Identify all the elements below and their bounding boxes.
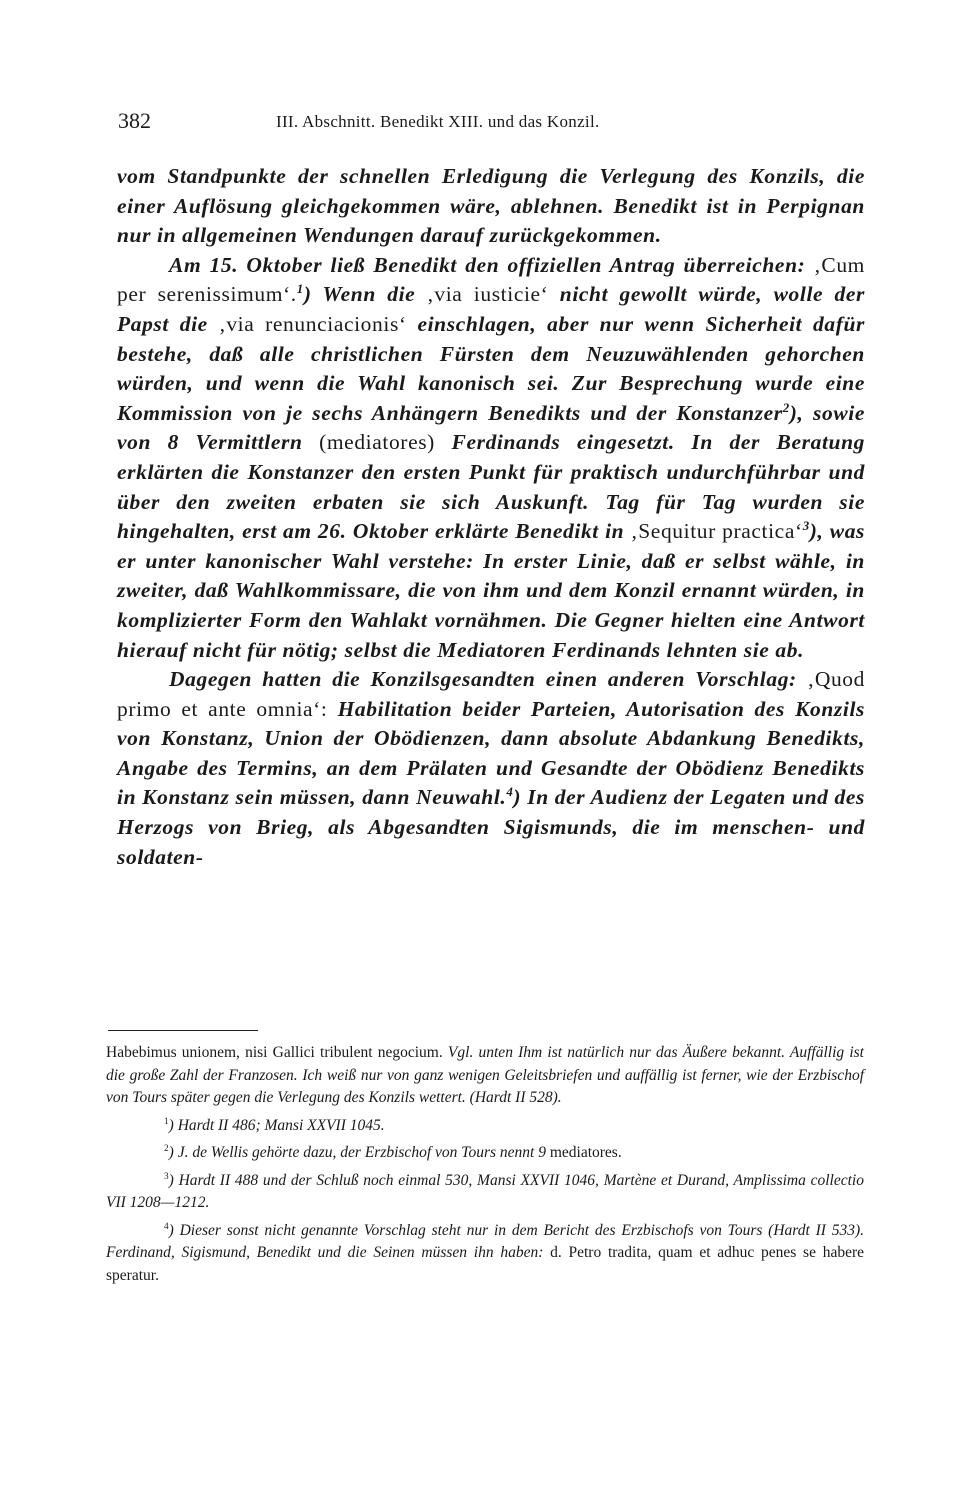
paragraph-3	[117, 665, 865, 872]
latin-citation-cum-per-serenissimum: ‚Cum per serenissimum‘.	[117, 252, 865, 307]
paragraph-2	[117, 251, 865, 665]
footnote-ref-3: 3	[802, 518, 810, 533]
main-text	[117, 162, 865, 872]
p3-text-a: Dagegen hatten die Konzilsgesandten einen anderen Vorschlag:	[169, 667, 808, 692]
footnote-ref-1: 1	[296, 282, 304, 297]
footnote-divider	[108, 1030, 258, 1031]
footnote-4-mark: 4	[164, 1221, 169, 1232]
p3-text-d: ) In der Audienz der Legaten und des Herzogs von Brieg, als Abgesandten Sigismunds, die im menschen- und soldaten-	[117, 785, 865, 869]
footnote-2-mark: 2	[164, 1143, 169, 1154]
footnote-2	[106, 1142, 864, 1165]
footnote-3	[106, 1170, 864, 1215]
footnote-4-text: ) Dieser sonst nicht genannte Vorschlag steht nur in dem Bericht des Erzbischofs von Tours (Hardt II 533). Ferdinand, Sigismund, Benedikt und die Seinen müssen ihn haben:	[106, 1221, 864, 1261]
latin-sequitur-practica: ‚Sequitur practica‘	[630, 519, 803, 544]
footnote-ref-2: 2	[782, 400, 790, 415]
paragraph-1: vom Standpunkte der schnellen Erledigung die Verlegung des Konzils, die einer Auflösung gleichgekommen wäre, ablehnen. Benedikt ist in Perpignan nur in allgemeinen Wendungen darauf zurückgekommen.	[117, 164, 865, 248]
footnote-ref-4: 4	[506, 785, 514, 800]
footnotes	[106, 1042, 864, 1292]
footnote-4	[106, 1220, 864, 1288]
footnote-3-mark: 3	[164, 1171, 169, 1182]
footnote-4-latin: d. Petro tradita, quam et adhuc penes se habere speratur.	[106, 1244, 865, 1284]
footnote-continuation-latin: Habebimus unionem, nisi Gallici tribulent negocium.	[106, 1044, 448, 1061]
footnote-3-text: ) Hardt II 488 und der Schluß noch einmal 530, Mansi XXVII 1046, Martène et Durand, Amplissima collectio VII 1208—1212.	[106, 1171, 864, 1211]
p2-text-e: nicht gewollt würde, wolle der Papst die	[117, 282, 865, 336]
latin-via-iusticie: ‚via iusticie‘	[426, 282, 549, 307]
page-number: 382	[118, 108, 151, 133]
running-head: III. Abschnitt. Benedikt XIII. und das Konzil.	[276, 112, 600, 131]
p2-text-h: ), sowie von 8 Vermittlern	[117, 400, 865, 455]
footnote-continuation-text: Vgl. unten Ihm ist natürlich nur das Äußere bekannt. Auffällig ist die große Zahl der Franzosen. Ich weiß nur von ganz wenigen Geleitsbriefen und auffällig ist ferner, wie der Erzbischof von Tours später gegen die Verlegung des Konzils wettert. (Hardt II 528).	[106, 1044, 864, 1106]
p2-text-a: Am 15. Oktober ließ Benedikt den offiziellen Antrag überreichen:	[169, 252, 814, 277]
page-header	[118, 108, 878, 138]
footnote-1-text: ) Hardt II 486; Mansi XXVII 1045.	[168, 1116, 385, 1134]
p2-text-c: ) Wenn die	[303, 282, 427, 307]
p2-text-j: Ferdinands eingesetzt. In der Beratung erklärten die Konstanzer den ersten Punkt für praktisch undurchführbar und über den zweiten erbaten sie sich Auskunft. Tag für Tag wurden sie hingehalten, erst am 26. Oktober erklärte Benedikt in	[117, 430, 865, 544]
p2-text-l: ), was er unter kanonischer Wahl verstehe: In erster Linie, daß er selbst wähle, in zweiter, daß Wahlkommissare, die von ihm und dem Konzil ernannt würden, in komplizierter Form den Wahlakt vornähmen. Die Gegner hielten eine Antwort hierauf nicht für nötig; selbst die Mediatoren Ferdinands lehnten sie ab.	[117, 519, 866, 662]
latin-via-renunciacionis: ‚via renunciacionis‘	[218, 311, 407, 336]
p3-text-c: Habilitation beider Parteien, Autorisation des Konzils von Konstanz, Union der Obödienzen, dann absolute Abdankung Benedikts, Angabe des Termins, an dem Prälaten und Gesandte der Obödienz Benedikts in Konstanz sein müssen, dann Neuwahl.	[117, 696, 865, 810]
p2-text-g: einschlagen, aber nur wenn Sicherheit dafür bestehe, daß alle christlichen Fürsten dem Neuzuwählenden gehorchen würden, und wenn die Wahl kanonisch sei. Zur Besprechung wurde eine Kommission von je sechs Anhängern Benedikts und der Konstanzer	[117, 311, 865, 425]
footnote-1	[106, 1115, 864, 1138]
footnote-2-latin: mediatores.	[549, 1144, 622, 1161]
latin-quod-primo: ‚Quod primo et ante omnia‘:	[117, 667, 865, 721]
footnote-2-text: ) J. de Wellis gehörte dazu, der Erzbischof von Tours nennt 9	[168, 1144, 550, 1161]
footnote-continuation	[106, 1042, 864, 1110]
footnote-1-mark: 1	[164, 1116, 169, 1127]
latin-mediatores: (mediatores)	[319, 430, 435, 455]
